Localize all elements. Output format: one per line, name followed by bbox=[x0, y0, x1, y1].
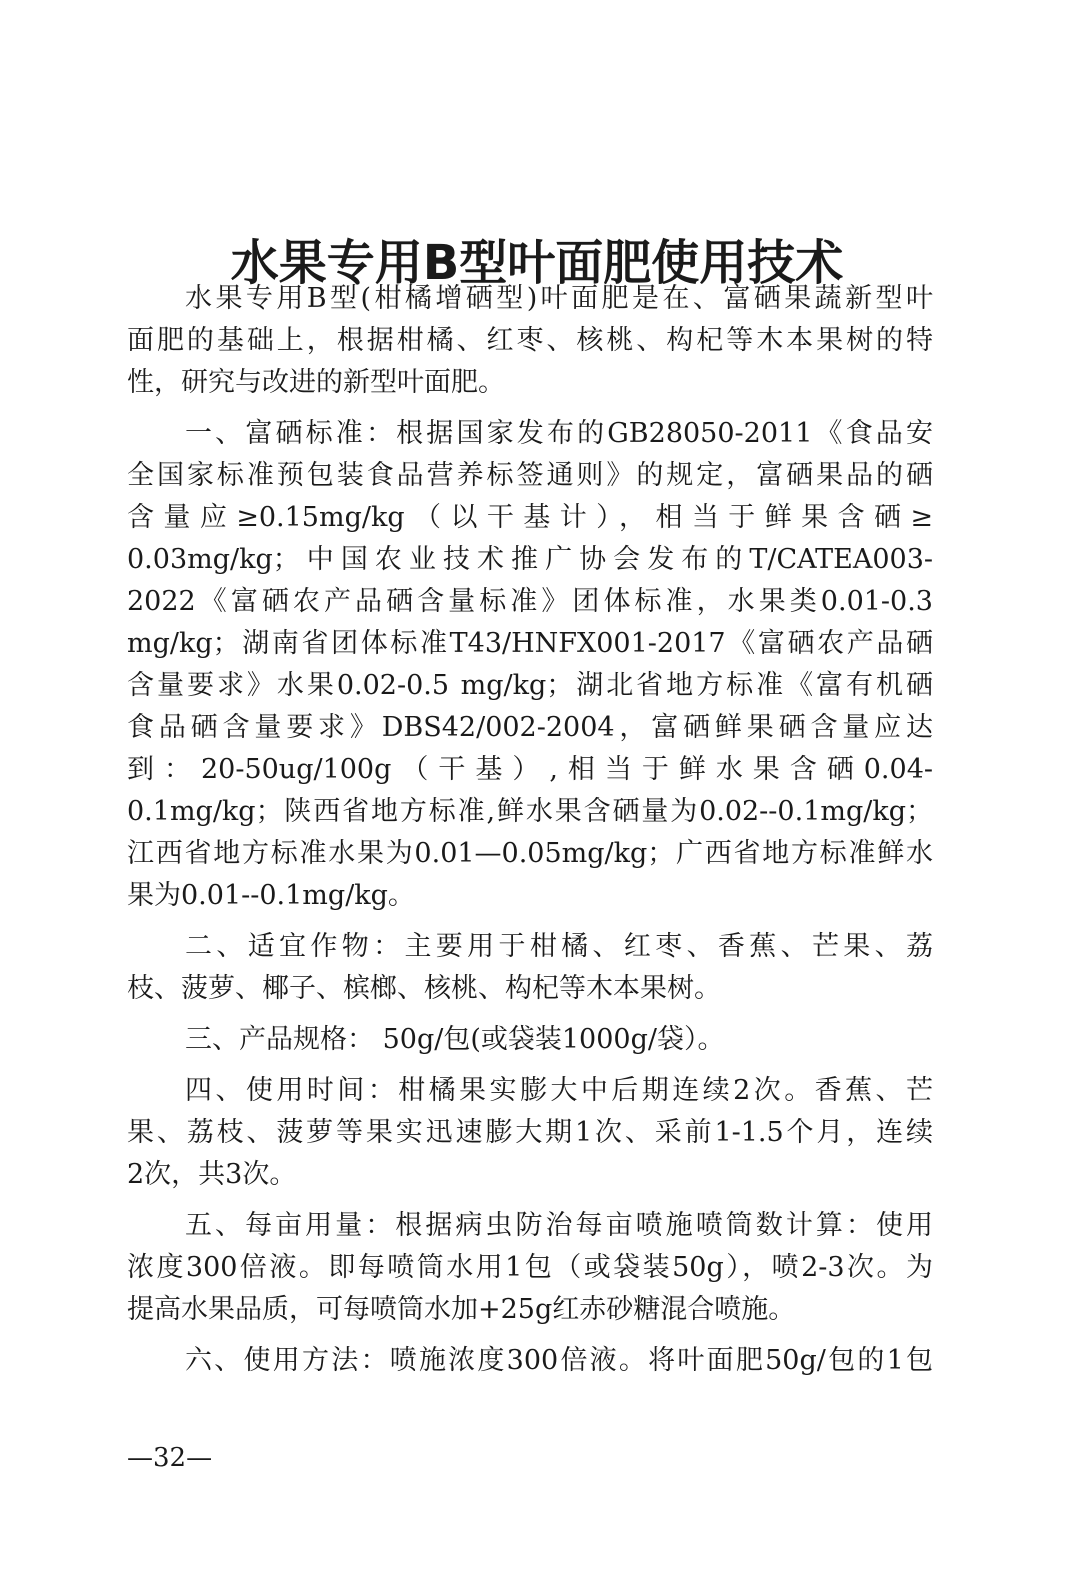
section-usage-time bbox=[127, 1070, 933, 1196]
paragraph-line: 含量要求》水果0.02-0.5 mg/kg；湖北省地方标准《富有机硒 bbox=[127, 670, 933, 701]
paragraph-line: mg/kg；湖南省团体标准T43/HNFX001-2017《富硒农产品硒 bbox=[127, 628, 933, 659]
paragraph-line bbox=[127, 1205, 933, 1247]
line-text: 根据国家发布的GB28050-2011《食品安 bbox=[396, 418, 934, 449]
paragraph-line: 全国家标准预包装食品营养标签通则》的规定，富硒果品的硒 bbox=[127, 460, 933, 491]
section-selenium-standard bbox=[127, 413, 933, 917]
section-heading: 五、每亩用量： bbox=[185, 1210, 396, 1241]
paragraph-line: 水果专用B型(柑橘增硒型)叶面肥是在、富硒果蔬新型叶 bbox=[185, 283, 933, 314]
paragraph-line: 2022《富硒农产品硒含量标准》团体标准，水果类0.01-0.3 bbox=[127, 586, 933, 617]
section-heading: 一、富硒标准： bbox=[185, 418, 397, 449]
paragraph-line: 食品硒含量要求》DBS42/002-2004，富硒鲜果硒含量应达 bbox=[127, 712, 933, 743]
line-text: 柑橘果实膨大中后期连续2次。香蕉、芒 bbox=[398, 1075, 933, 1106]
section-heading: 二、适宜作物： bbox=[185, 931, 405, 962]
section-heading: 六、使用方法： bbox=[185, 1345, 390, 1376]
section-heading: 三、产品规格： bbox=[185, 1024, 374, 1055]
paragraph-line: 到：20-50ug/100g（干基）,相当于鲜水果含硒0.04- bbox=[127, 754, 933, 785]
paragraph-line bbox=[127, 926, 933, 968]
line-text: 主要用于柑橘、红枣、香蕉、芒果、荔 bbox=[404, 931, 934, 962]
page-number: —32— bbox=[127, 1443, 213, 1473]
paragraph-line bbox=[127, 413, 933, 455]
paragraph-line: 果、荔枝、菠萝等果实迅速膨大期1次、采前1-1.5个月，连续 bbox=[127, 1117, 933, 1148]
line-text: 喷施浓度300倍液。将叶面肥50g/包的1包 bbox=[389, 1345, 934, 1376]
paragraph-line: 浓度300倍液。即每喷筒水用1包（或袋装50g），喷2-3次。为 bbox=[127, 1252, 933, 1283]
paragraph-line bbox=[127, 1019, 933, 1061]
paragraph-line bbox=[127, 1070, 933, 1112]
section-suitable-crops bbox=[127, 926, 933, 1010]
paragraph-line: 提高水果品质，可每喷筒水加+25g红赤砂糖混合喷施。 bbox=[127, 1294, 796, 1325]
paragraph-line: 0.03mg/kg；中国农业技术推广协会发布的T/CATEA003- bbox=[127, 544, 933, 575]
paragraph-intro bbox=[127, 278, 933, 404]
paragraph-line: 果为0.01--0.1mg/kg。 bbox=[127, 880, 415, 911]
page-title: 水果专用B型叶面肥使用技术 bbox=[230, 235, 844, 292]
article-body bbox=[127, 278, 933, 1391]
paragraph-line: 面肥的基础上，根据柑橘、红枣、核桃、构杞等木本果树的特 bbox=[127, 325, 933, 356]
paragraph-line: 枝、菠萝、椰子、槟榔、核桃、构杞等木本果树。 bbox=[127, 973, 721, 1004]
section-heading: 四、使用时间： bbox=[185, 1075, 399, 1106]
section-usage-method bbox=[127, 1340, 933, 1382]
paragraph-line: 2次，共3次。 bbox=[127, 1159, 297, 1190]
paragraph-line: 江西省地方标准水果为0.01—0.05mg/kg；广西省地方标准鲜水 bbox=[127, 838, 933, 869]
paragraph-line: 含量应≥0.15mg/kg（以干基计），相当于鲜果含硒≥ bbox=[127, 502, 933, 533]
paragraph-line bbox=[127, 1340, 933, 1382]
paragraph-line: 性，研究与改进的新型叶面肥。 bbox=[127, 367, 505, 398]
line-text: 50g/包(或袋装1000g/袋）。 bbox=[374, 1024, 725, 1055]
paragraph-line: 0.1mg/kg；陕西省地方标准,鲜水果含硒量为0.02--0.1mg/kg； bbox=[127, 796, 933, 827]
section-dosage-per-mu bbox=[127, 1205, 933, 1331]
section-product-spec bbox=[127, 1019, 933, 1061]
line-text: 根据病虫防治每亩喷施喷筒数计算：使用 bbox=[395, 1210, 934, 1241]
